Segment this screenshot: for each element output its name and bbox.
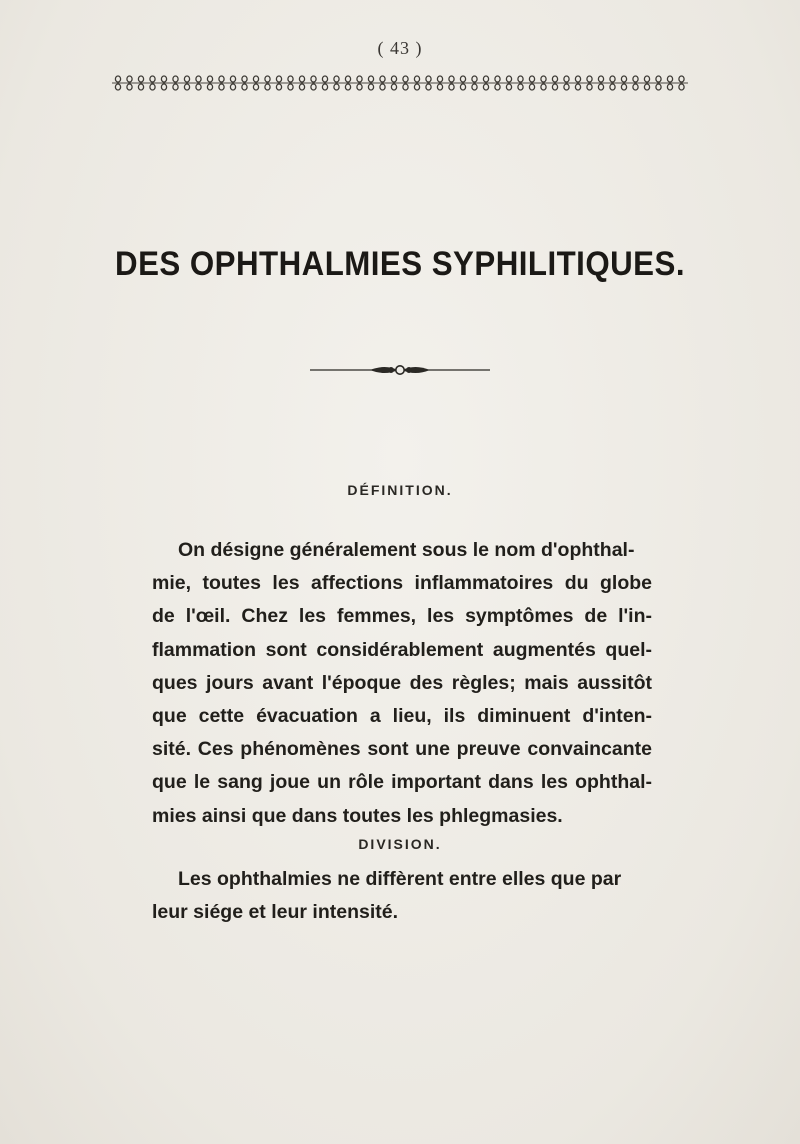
page-number: ( 43 ) xyxy=(377,38,423,58)
text-line: que le sang joue un rôle important dans les ophthal- xyxy=(152,771,652,794)
text-line: mie, toutes les affections inflammatoires du globe xyxy=(152,572,652,595)
text-line: Les ophthalmies ne diffèrent entre elles que par xyxy=(178,868,622,890)
text-line: de l'œil. Chez les femmes, les symptômes de l'in- xyxy=(152,605,652,628)
division-heading: DIVISION. xyxy=(358,836,442,852)
text-line: On désigne généralement sous le nom d'ophthal- xyxy=(178,539,635,561)
text-line: que cette évacuation a lieu, ils diminuent d'inten- xyxy=(152,705,652,728)
definition-paragraph xyxy=(152,534,652,833)
text-line: ques jours avant l'époque des règles; mais aussitôt xyxy=(152,671,652,694)
text-line: leur siége et leur intensité. xyxy=(152,901,398,924)
division-paragraph xyxy=(152,863,652,929)
chapter-title: DES OPHTHALMIES SYPHILITIQUES. xyxy=(115,245,685,283)
text-line: mies ainsi que dans toutes les phlegmasies. xyxy=(152,804,563,827)
ornamental-rule xyxy=(112,72,688,94)
text-line: flammation sont considérablement augmentés quel- xyxy=(152,638,652,661)
divider-ornament xyxy=(310,360,490,380)
definition-heading: DÉFINITION. xyxy=(347,482,453,498)
text-line: sité. Ces phénomènes sont une preuve convaincante xyxy=(152,738,652,761)
